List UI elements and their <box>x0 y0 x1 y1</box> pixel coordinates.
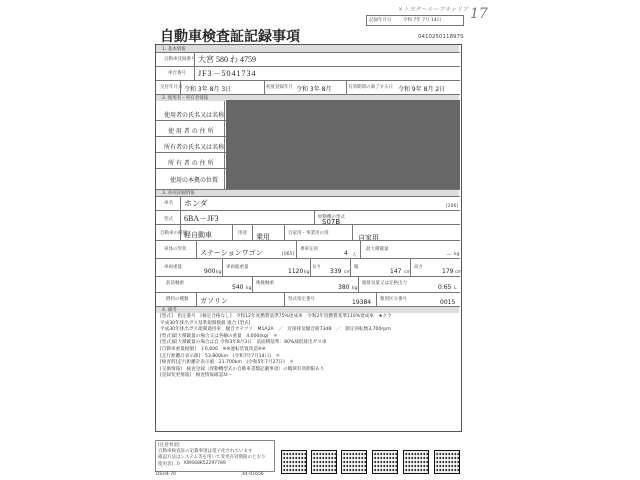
body-code: [065] <box>282 252 295 257</box>
section1-heading: 1. 基本情報 <box>162 47 186 52</box>
designation-value: 19384 <box>352 299 372 306</box>
capacity-value: 4 <box>344 250 348 257</box>
qr-code-1-icon <box>281 450 307 474</box>
qr-code-2-icon <box>311 450 337 474</box>
length-value: 339 <box>330 268 342 275</box>
qr-code-6-icon <box>434 450 460 474</box>
fuel-label: 燃料の種類 <box>166 297 189 302</box>
expiry-label: 有効期間の満了する日 <box>348 85 393 90</box>
engine-label: 原動機の型式 <box>318 215 345 220</box>
height-label: 高さ <box>414 265 423 270</box>
max-load-label: 最大積載量 <box>366 247 389 252</box>
first-reg-value: 令和 3年 8月 <box>296 86 332 93</box>
fuel-value: ガソリン <box>200 297 228 305</box>
notes-block <box>160 314 458 380</box>
issue-value: 令和 3年 8月 3日 <box>184 86 232 93</box>
maker-value: ホンダ <box>184 199 208 208</box>
weight-value: 900 <box>204 268 216 275</box>
max-load-value: － <box>446 252 453 259</box>
qr-code-5-icon <box>403 450 429 474</box>
date-label: 記録年月日 <box>369 18 392 23</box>
reg-value: 大宮 580 わ 4759 <box>198 55 256 64</box>
document-number: 041025011897S <box>418 34 464 40</box>
qr-code-3-icon <box>341 450 367 474</box>
notice-line1: 自動車検査証の記載事項は電子化されています <box>158 449 253 454</box>
note-line: 平成30年排出ガス規制適用車 騒音カテゴリ：M1A2A ／ 近接排気騒音値73dB ／ 測定回転数3,700rpm <box>160 327 391 333</box>
height-value: 179 <box>442 268 454 275</box>
form-code: DSH4-70 <box>156 472 176 477</box>
private-label: 自家用・事業用の別 <box>288 231 329 236</box>
designation-label: 型式指定番号 <box>288 297 315 302</box>
length-label: 長さ <box>312 265 321 270</box>
width-value: 147 <box>390 268 402 275</box>
notice-box <box>155 440 275 472</box>
rear-axle-unit: kg <box>352 286 358 291</box>
handwritten-number: 17 <box>470 6 488 22</box>
page-title: 自動車検査証記録事項 <box>160 29 300 45</box>
body-label: 車体の形状 <box>164 247 187 252</box>
section2-heading: 2. 使用者・所有者情報 <box>162 96 209 101</box>
model-label: 型式 <box>164 217 173 222</box>
displacement-value: 0.65 <box>438 284 452 291</box>
body-value: ステーションワゴン <box>200 249 263 257</box>
maker-code: [206] <box>446 204 459 209</box>
width-label: 幅 <box>354 265 359 270</box>
date-box <box>366 15 464 26</box>
note-line: 平成30年排出ガス基準規制数値 適合 [型式] <box>160 320 251 326</box>
rear-axle-value: 380 <box>338 284 350 291</box>
note-line: [検査時]走行距離計表示値 21,700km (令和5年7月27日) ＊ <box>160 360 294 366</box>
notice-line3: 使用者 <box>158 462 172 467</box>
weight-label: 車両重量 <box>164 265 182 270</box>
issue-label: 交付年月日 <box>160 85 183 90</box>
user-name-label: 使用者の氏名又は名称 <box>164 112 225 119</box>
category-value: 0015 <box>440 299 456 306</box>
reg-label: 自動車登録番号 <box>164 57 196 62</box>
use-value: 乗用 <box>256 233 270 241</box>
note-line: [走行距離計表示値] 53,800km (令和7年7月14日) ＊ <box>160 353 281 359</box>
vin-value: JF3－5041734 <box>198 69 257 78</box>
length-unit: cm <box>344 270 351 275</box>
section1-bar <box>156 45 459 52</box>
height-unit: cm <box>455 270 462 275</box>
width-unit: cm <box>404 270 411 275</box>
weight-unit: kg <box>216 270 222 275</box>
section3-heading: 3. 車両詳細情報 <box>162 191 195 196</box>
first-reg-label: 初度登録年月 <box>266 85 293 90</box>
displacement-unit: L <box>454 286 457 291</box>
qr-code-4-icon <box>372 450 398 474</box>
rear-axle-label: 後後軸重 <box>256 281 274 286</box>
front-axle-label: 前前軸重 <box>166 281 184 286</box>
note-line: [登録変更情報] 検査情報確認Ｍ～ <box>160 373 233 379</box>
front-axle-value: 540 <box>232 284 244 291</box>
id-label: Ｉ.Ｄ <box>170 462 181 467</box>
date-value: 令和 7年 7月 14日 <box>403 18 442 23</box>
vin-label: 車台番号 <box>168 71 186 76</box>
id-value: KW668K52297789 <box>184 461 226 466</box>
section4-bar <box>156 307 459 313</box>
user-address-label: 使 用 者 の 住 所 <box>168 128 214 135</box>
category-label: 類別区分番号 <box>380 297 407 302</box>
note-line: [型式] 指定番号 [検定合格なし] 令和12年度燃費基準75%達成車 令和2年度燃費基準110%達成車 ★クラ <box>160 314 392 319</box>
note-line: [型式]最大積載量の場合は自 令和3年8月3日 前面積基準：80%減低排出ガス車 <box>160 340 327 346</box>
expiry-value: 令和 9年 8月 2日 <box>398 86 446 93</box>
front-axle-unit: kg <box>246 286 252 291</box>
use-label: 用途 <box>238 231 247 236</box>
redacted-area <box>226 100 460 190</box>
base-location-label: 使用の本拠の位置 <box>170 177 219 184</box>
displacement-label: 総排気量又は定格出力 <box>362 281 407 286</box>
engine-value: S07B <box>322 218 341 226</box>
gross-label: 車両総重量 <box>226 265 249 270</box>
note-line: [自動車重量税額] ￥6,600 ※※運転装置改造※※ <box>160 346 266 352</box>
model-value: 6BA－JF3 <box>184 214 219 223</box>
handwritten-note: ×トヨタ～ルーフキャリア <box>398 6 469 13</box>
kind-label: 自動車の種別 <box>160 231 187 236</box>
capacity-label: 乗車定員 <box>300 247 318 252</box>
owner-name-label: 所有者の氏名又は名称 <box>164 144 225 151</box>
max-load-unit: kg <box>454 252 460 257</box>
maker-label: 車名 <box>164 201 173 206</box>
note-line: [型式]最大積載量の場合又は各軸の重量 4,000(kg) ＊ <box>160 333 278 339</box>
kind-value: 軽自動車 <box>184 231 212 239</box>
notice-title: [注意事項] <box>158 443 180 448</box>
gross-value: 1120 <box>288 268 304 275</box>
private-value: 自家用 <box>358 234 379 242</box>
note-line: [交換情報] 検査登録（原動機型式の自動車書類記載事項）の職域有効期限あり <box>160 366 325 372</box>
capacity-unit: 人 <box>352 253 357 258</box>
section4-heading: 4. 備考 <box>162 308 177 313</box>
owner-address-label: 所 有 者 の 住 所 <box>168 160 214 167</box>
gross-unit: kg <box>304 270 310 275</box>
page-code: 44-01656 <box>242 472 264 477</box>
notice-line2: 確認方法はシステム等を用いて変更有効期限のとおり <box>158 455 266 460</box>
